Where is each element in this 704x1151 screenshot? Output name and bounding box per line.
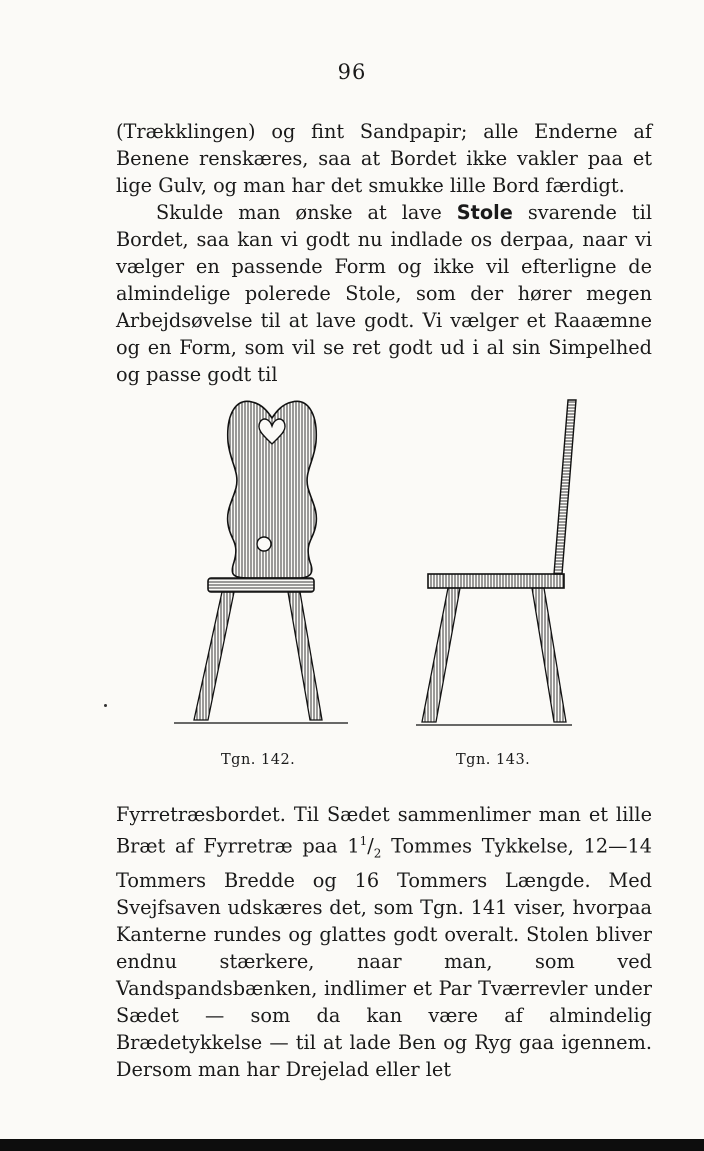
paragraph-3-start: Fyrretræsbordet. Til Sædet sammenlimer man et lille Bræt af Fyrretræ paa 1 (116, 803, 652, 858)
chair-front-right-leg (288, 592, 322, 720)
chair-front-view (174, 401, 348, 723)
caption-tgn-143: Tgn. 143. (456, 752, 531, 768)
paragraph-2 (116, 199, 652, 388)
chair-side-back-leg (532, 588, 566, 722)
fraction-separator: / (367, 834, 374, 858)
bold-word-stole: Stole (456, 201, 513, 224)
paragraph-2-start: Skulde man ønske at lave (156, 201, 457, 224)
print-speck (104, 704, 107, 707)
bottom-text-block (116, 801, 652, 1083)
chair-illustrations (160, 392, 580, 732)
scan-edge-bar (0, 1139, 704, 1151)
paragraph-3 (116, 801, 652, 1083)
fraction-numerator: 1 (359, 834, 368, 848)
chair-front-seat (208, 578, 314, 592)
chair-side-seat (428, 574, 564, 588)
chair-side-backrest (554, 400, 576, 574)
caption-tgn-142: Tgn. 142. (221, 752, 296, 768)
paragraph-1: (Trækklingen) og fint Sandpapir; alle Enderne af Benene renskæres, saa at Bordet ikke vakler paa et lige Gulv, og man har det smukke lille Bord færdigt. (116, 120, 652, 197)
chair-drawings-svg (160, 392, 580, 732)
chair-side-view (416, 400, 576, 725)
round-hole (257, 537, 271, 551)
paragraph-2-rest: svarende til Bordet, saa kan vi godt nu indlade os derpaa, naar vi vælger en passende Form og ikke vil efterligne de almindelige polerede Stole, som der hører megen Arbejdsøvelse til at lave godt. Vi vælger et Raaæmne og en Form, som vil se ret godt ud i al sin Simpelhed og passe godt til (116, 201, 652, 386)
chair-side-front-leg (422, 588, 460, 722)
chair-front-left-leg (194, 592, 234, 720)
page-number: 96 (337, 60, 367, 84)
fraction-denominator: 2 (373, 846, 382, 861)
top-text-block (116, 118, 652, 388)
paragraph-3-rest: Tommes Tykkelse, 12—14 Tommers Bredde og 16 Tommers Længde. Med Svejfsaven udskæres det, som Tgn. 141 viser, hvorpaa Kanterne rundes og glattes godt overalt. Stolen bliver endnu stærkere, naar man, som ved Vandspandsbænken, indlimer et Par Tværrevler under Sædet — som da kan være af almindelig Brædetykkelse — til at lade Ben og Ryg gaa igennem. Dersom man har Drejelad eller let (116, 834, 652, 1082)
